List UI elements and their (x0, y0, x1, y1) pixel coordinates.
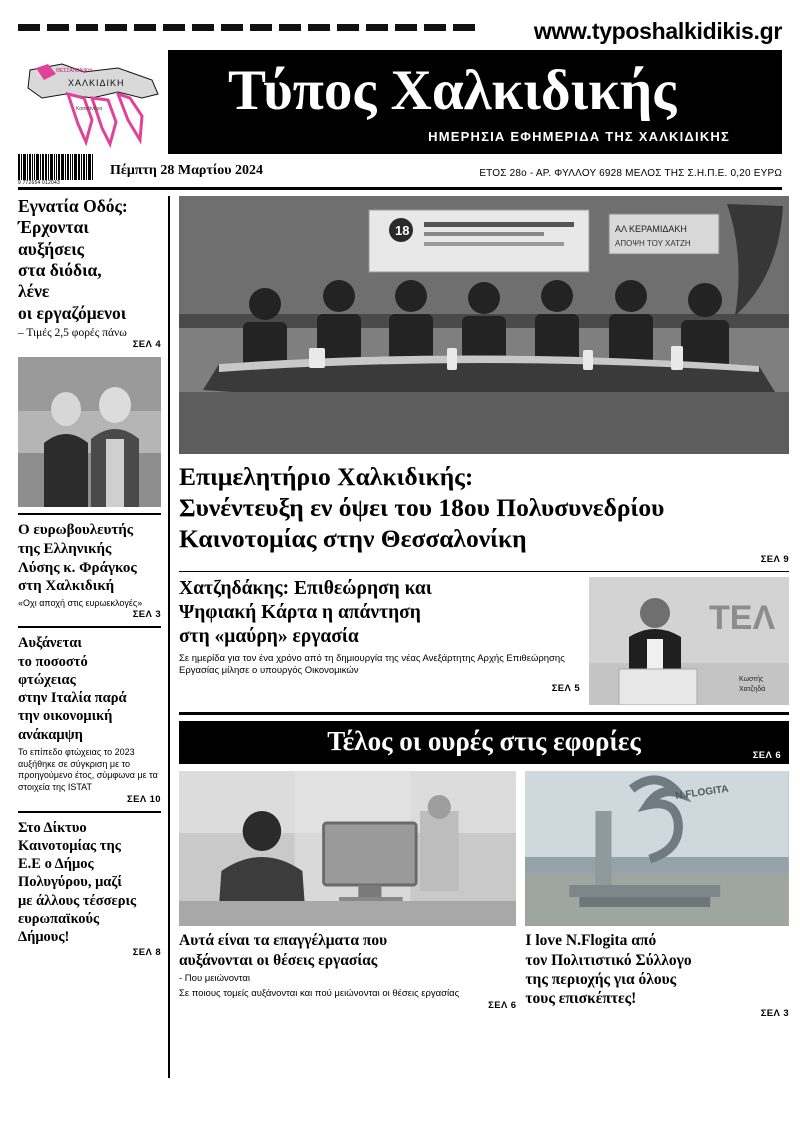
content-grid (18, 196, 789, 1078)
left-story-3-page: ΣΕΛ 10 (127, 793, 161, 805)
decorative-dashes (18, 18, 524, 44)
photo-two-men (18, 357, 161, 507)
barcode-number: 9 772654 012043 (18, 179, 60, 186)
mid-story-line-1: Χατζηδάκης: Επιθεώρηση και (179, 578, 432, 600)
bottom-left-story[interactable] (179, 771, 516, 1019)
left-lead-line-2: Έρχονται (18, 217, 89, 238)
left-lead-headline[interactable] (18, 196, 161, 324)
left-divider-2 (18, 626, 161, 628)
main-lead-headline[interactable] (179, 461, 789, 554)
left-story-4-line-4: Πολυγύρου, μαζί (18, 874, 122, 891)
website-url[interactable]: www.typoshalkidikis.gr (533, 17, 782, 44)
svg-text:18: 18 (395, 223, 410, 238)
bottom-right-story[interactable] (525, 771, 789, 1019)
svg-text:ΘΕΣΣΑΛΟΝΙΚΗ: ΘΕΣΣΑΛΟΝΙΚΗ (56, 68, 92, 74)
bottom-left-body: Σε ποιους τομείς αυξάνονται και πού μειώνονται οι θέσεις εργασίας (179, 987, 460, 999)
left-lead-line-1: Εγνατία Οδός: (18, 196, 128, 216)
left-lead-note: – Τιμές 2,5 φορές πάνω (18, 327, 127, 340)
left-story-3-headline (18, 634, 161, 744)
left-story-4-line-1: Στο Δίκτυο (18, 819, 87, 836)
left-story-3-line-2: το ποσοστό (18, 653, 88, 670)
left-story-2-line-4: στη Χαλκιδική (18, 578, 115, 595)
left-lead-line-6: οι εργαζόμενοι (18, 302, 127, 323)
left-story-4-line-7: Δήμους! (18, 929, 70, 946)
left-story-2-headline (18, 521, 161, 596)
photo-minister-speech (589, 577, 789, 705)
issue-meta: ΕΤΟΣ 28ο - ΑΡ. ΦΥΛΛΟΥ 6928 ΜΕΛΟΣ ΤΗΣ Σ.Η.Π.Ε. 0,20 ΕΥΡΩ (479, 168, 782, 179)
bottom-right-line-1: I love N.Flogita από (525, 932, 657, 950)
left-column (18, 196, 170, 1078)
left-story-3-line-4: στην Ιταλία παρά (18, 690, 127, 707)
mid-story[interactable] (179, 577, 789, 705)
bottom-left-line-2: αυξάνονται οι θέσεις εργασίας (179, 951, 378, 969)
left-story-2-line-1: Ο ευρωβουλευτής (18, 522, 134, 539)
paper-title: Τύπος Χαλκιδικής (228, 59, 677, 122)
bottom-left-page: ΣΕΛ 6 (488, 1000, 517, 1012)
left-story-3[interactable] (18, 634, 161, 804)
bottom-right-headline (525, 931, 789, 1008)
svg-text:Κασσάνδρα: Κασσάνδρα (76, 106, 103, 112)
main-lead-page: ΣΕΛ 9 (760, 554, 789, 566)
main-lead-line-2: Συνέντευξη εν όψει του 18ου Πολυσυνεδρίου (179, 493, 665, 523)
left-story-4[interactable] (18, 819, 161, 958)
masthead (18, 50, 782, 154)
main-divider-2 (179, 712, 789, 715)
left-lead-line-3: αυξήσεις (18, 238, 85, 259)
bottom-left-line-1: Αυτά είναι τα επαγγέλματα που (179, 932, 388, 950)
main-divider-1 (179, 571, 789, 572)
bottom-stories (179, 771, 789, 1019)
left-story-4-page: ΣΕΛ 8 (132, 946, 161, 958)
left-lead-line-5: λένε (18, 281, 50, 302)
mid-story-text (179, 577, 580, 705)
mid-story-line-2: Ψηφιακή Κάρτα η απάντηση (179, 602, 421, 624)
banner-headline[interactable] (179, 721, 789, 764)
main-column (170, 196, 789, 1078)
left-story-3-line-6: ανάκαμψη (18, 726, 83, 743)
barcode (18, 154, 106, 188)
svg-text:ΤΕΛ: ΤΕΛ (709, 599, 776, 638)
bottom-right-line-2: τον Πολιτιστικό Σύλλογο (525, 951, 692, 969)
banner-page: ΣΕΛ 6 (752, 750, 781, 762)
bottom-right-line-3: της περιοχής για όλους (525, 970, 677, 988)
svg-text:ΑΠΟΨΗ ΤΟΥ ΧΑΤΖΗ: ΑΠΟΨΗ ΤΟΥ ΧΑΤΖΗ (615, 239, 691, 248)
bottom-left-headline (179, 931, 516, 969)
left-lead-page: ΣΕΛ 4 (132, 339, 161, 351)
chalkidiki-map-icon (22, 54, 164, 150)
left-story-4-line-5: με άλλους τέσσερις (18, 892, 137, 909)
svg-text:ΧΑΛΚΙΔΙΚΗ: ΧΑΛΚΙΔΙΚΗ (68, 78, 125, 88)
photo-press-conference (179, 196, 789, 454)
left-story-3-line-1: Αυξάνεται (18, 635, 82, 652)
left-lead-line-4: στα διόδια, (18, 260, 102, 281)
left-story-2[interactable] (18, 521, 161, 620)
left-divider-1 (18, 513, 161, 515)
left-divider-3 (18, 811, 161, 813)
mid-story-page: ΣΕΛ 5 (551, 683, 580, 695)
banner-text: Τέλος οι ουρές στις εφορίες (327, 726, 641, 757)
left-story-4-line-2: Καινοτομίας της (18, 837, 121, 854)
main-lead-line-3: Καινοτομίας στην Θεσσαλονίκη (179, 524, 527, 554)
svg-text:N.FLOGITA: N.FLOGITA (675, 784, 730, 803)
left-story-3-body: Το επίπεδο φτώχειας το 2023 αυξήθηκε σε σύγκριση με το προηγούμενο έτος, σύμφωνα με τα στοιχεία της ISTAT (18, 746, 158, 792)
bottom-left-subhead: - Που μειώνονται (179, 972, 251, 984)
left-story-2-page: ΣΕΛ 3 (132, 609, 161, 621)
bottom-right-page: ΣΕΛ 3 (760, 1008, 789, 1020)
photo-flogita-monument (525, 771, 789, 926)
left-story-2-quote: «Οχι αποχή στις ευρωεκλογές» (18, 598, 143, 609)
left-story-4-line-3: Ε.Ε ο Δήμος (18, 856, 94, 873)
top-strip (18, 18, 782, 44)
bottom-right-line-4: τους επισκέπτες! (525, 989, 637, 1007)
issue-date: Πέμπτη 28 Μαρτίου 2024 (110, 162, 263, 178)
issue-info-bar (18, 154, 782, 190)
left-story-4-headline (18, 819, 161, 947)
mid-story-body: Σε ημερίδα για τον ένα χρόνο από τη δημιουργία της νέας Ανεξάρτητης Αρχής Επιθεώρησης Εργασίας μίλησε ο υπουργός Οικονομικών (179, 652, 565, 677)
photo-office-worker (179, 771, 516, 926)
logo-map (18, 50, 168, 154)
svg-text:ΑΛ ΚΕΡΑΜΙΔΑΚΗ: ΑΛ ΚΕΡΑΜΙΔΑΚΗ (615, 224, 687, 234)
masthead-title-wrap (168, 50, 782, 154)
main-lead-line-1: Επιμελητήριο Χαλκιδικής: (179, 462, 474, 491)
svg-text:Κωστής: Κωστής (739, 676, 764, 684)
left-story-3-line-3: φτώχειας (18, 671, 76, 688)
left-story-2-line-3: Λύσης κ. Φράγκος (18, 559, 137, 576)
svg-text:Χατζηδά: Χατζηδά (739, 686, 766, 694)
left-story-3-line-5: την οικονομική (18, 708, 113, 725)
mid-story-headline (179, 577, 580, 648)
left-story-4-line-6: ευρωπαϊκούς (18, 910, 100, 927)
left-story-2-line-2: της Ελληνικής (18, 540, 112, 557)
mid-story-line-3: στη «μαύρη» εργασία (179, 625, 359, 647)
paper-subtitle: ΗΜΕΡΗΣΙΑ ΕΦΗΜΕΡΙΔΑ ΤΗΣ ΧΑΛΚΙΔΙΚΗΣ (428, 129, 730, 144)
